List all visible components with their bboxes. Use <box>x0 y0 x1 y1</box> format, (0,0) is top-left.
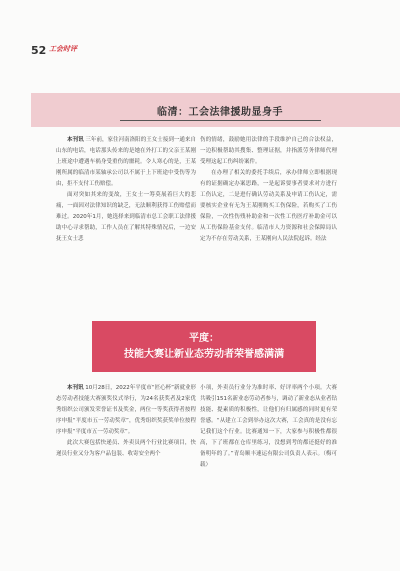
article2-paragraph <box>200 383 337 471</box>
article1-paragraph <box>56 135 196 190</box>
paragraph-text: 三年前，家住河南洛阳的王女士接到一通来自山东的电话，电话那头传来的是她在外打工的父亲王某刚上班途中遭遇车祸身受重伤的噩耗。令人寒心的是，王某刚所属的临清市某轴承公司以不属于上下班途中受伤等为由，拒不支付工伤赔偿。 <box>56 137 196 187</box>
paragraph-text: 此次大赛包括快递员、外卖员两个行业比赛项目，快递员行业又分为客户品包装、收寄安全两个 <box>56 440 196 457</box>
article1-paragraph <box>200 168 337 245</box>
byline: 本刊讯 <box>67 385 84 391</box>
article2-title-line2: 技能大赛让新业态劳动者荣誉感满满 <box>124 349 284 360</box>
section-tag: 工会时评 <box>49 45 77 53</box>
article2-title-line1: 平度： <box>189 333 219 344</box>
paragraph-text: 小项，外卖员行业分为准时率、好评率两个小项。大赛共吸引151名新业态劳动者参与，调动了新业态从业者钻技能、提素质的积极性，让他们有归属感的同时更有荣誉感。“从建立工会到举办这次大赛，工会真的是没有忘记我们这个行业。比赛通知一下，大家参与积极性都很高，下了班都在仓库里练习，没想到考的都还挺好的准备明年的了。”青岛顺丰速运有限公司负责人表示。（梅可载） <box>200 385 337 468</box>
article2-column-left <box>56 383 196 499</box>
article1-paragraph <box>56 190 196 245</box>
article1-paragraph <box>200 135 337 168</box>
article2-paragraph <box>56 383 196 438</box>
article2-paragraph <box>56 438 196 460</box>
article1-title: 临清：工会法律援助显身手 <box>157 107 283 118</box>
article1-column-left <box>56 135 196 277</box>
article1-column-right <box>200 135 337 277</box>
article1-title-underline <box>120 120 321 121</box>
paragraph-text: 伤的情绪，鼓励她用法律的手段维护自己的合法权益，一边积极帮助其搜集、整理证据，并指派劳务律师代理受理这起工伤纠纷案件。 <box>200 137 337 165</box>
byline: 本刊讯 <box>67 137 84 143</box>
paragraph-text: 面对突如其来的变故，王女士一筹莫展着巨大的悲痛，一面因对法律知识的缺乏，无法顺利获得工伤赔偿而难过。2020年1月，她选择来到临清市总工会职工法律援助中心寻求帮助，工作人员在了解其特殊情况后，一边安抚王女士悲 <box>56 192 196 242</box>
article2-column-right <box>200 383 337 499</box>
paragraph-text: 在办理了相关的委托手续后，承办律师立即根据现有的证据确定办案思路，一是起诉要事者要求对方进行工伤认定，二是进行确认劳动关系及申请工伤认定，需要核实企业有无为王某刚购买工伤保险，若购买了工伤保险，一次性伤残补助金和一次性工伤医疗补助金可以从工伤保险基金支付。临清市人力资源和社会保障局认定为不存在劳动关系，王某刚向人民法院起诉。经法 <box>200 170 337 242</box>
page-number: 52 <box>31 44 47 57</box>
paragraph-text: 10月28日，2022年平度市“匠心杯”新就业形态劳动者技能大赛颁奖仪式举行，为24名获奖者及2家优秀组织公司颁发荣誉证书及奖金，两位一等奖获得者按程序申报“平度市五一劳动奖章”，优秀组织奖获奖单位按程序申报“平度市五一劳动奖章”。 <box>56 385 196 435</box>
